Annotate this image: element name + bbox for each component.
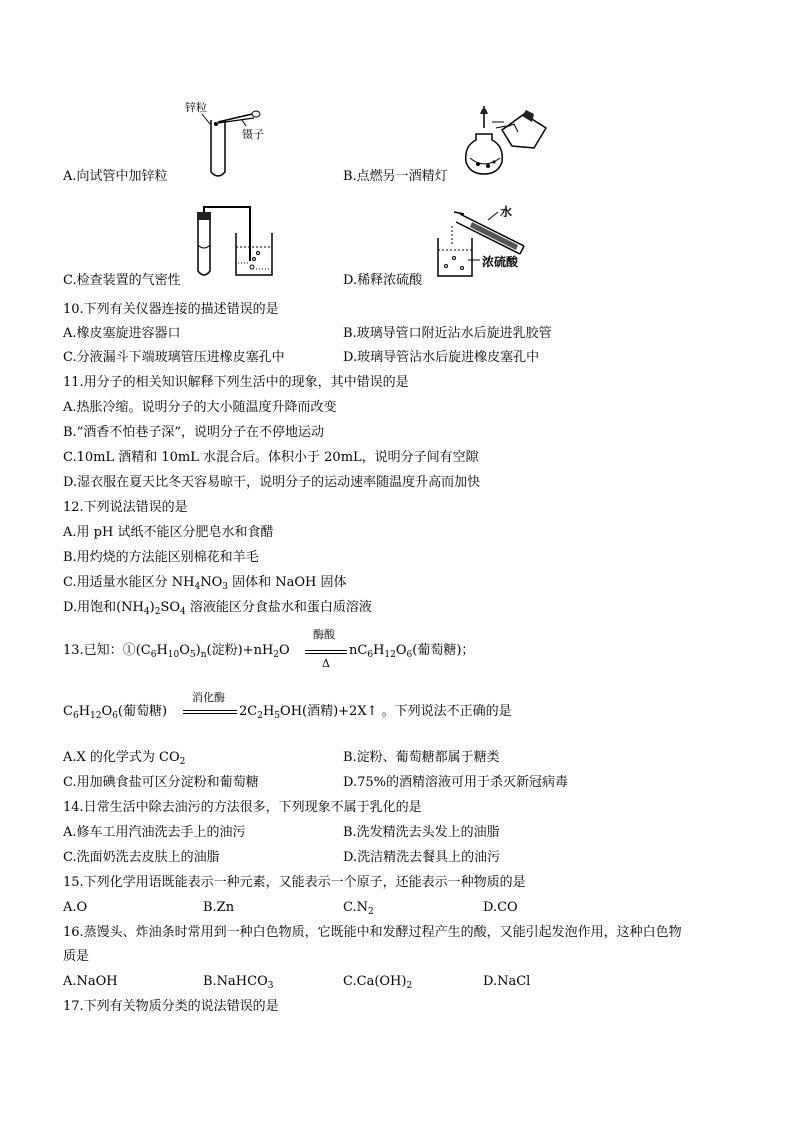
tweezers-label: 镊子 [242, 128, 264, 141]
q11-option-b: B.“酒香不怕巷子深”，说明分子在不停地运动 [63, 425, 324, 440]
option-b-figure: B.点燃另一酒精灯 [343, 169, 448, 184]
q14-option-b: B.洗发精洗去头发上的油脂 [343, 825, 500, 840]
q13-option-d: D.75%的酒精溶液可用于杀灭新冠病毒 [343, 775, 568, 790]
q14-option-d: D.洗洁精洗去餐具上的油污 [343, 850, 501, 865]
q10-option-a: A.橡皮塞旋进容器口 [63, 326, 181, 341]
q10-option-d: D.玻璃导管沾水后旋进橡皮塞孔中 [343, 350, 540, 365]
q17-stem: 17.下列有关物质分类的说法错误的是 [63, 999, 279, 1014]
reaction-arrow-2-top [183, 710, 237, 711]
q13-equation-2-left: $C_6H_{12}O_6$(葡萄糖) [63, 704, 168, 721]
q15-option-b: B.Zn [203, 900, 235, 915]
option-c-figure: C.检查装置的气密性 [63, 273, 181, 288]
q11-option-c: C.10mL 酒精和 10mL 水混合后。体积小于 20mL，说明分子间有空隙 [63, 450, 479, 465]
q15-option-d: D.CO [483, 900, 518, 915]
q12-option-c: C.用适量水能区分 $NH_4NO_3$ 固体和 NaOH 固体 [63, 575, 347, 592]
q16-option-c: $C.Ca(OH)_2$ [343, 974, 413, 991]
option-a-figure: A.向试管中加锌粒 [63, 169, 168, 184]
q13-delta-label: Δ [322, 657, 330, 670]
q10-option-c: C.分液漏斗下端玻璃管压进橡皮塞孔中 [63, 350, 285, 365]
q10-option-b: B.玻璃导管口附近沾水后旋进乳胶管 [343, 326, 552, 341]
q14-option-a: A.修车工用汽油洗去手上的油污 [63, 825, 246, 840]
q13-option-c: C.用加碘食盐可区分淀粉和葡萄糖 [63, 775, 259, 790]
q14-stem: 14.日常生活中除去油污的方法很多，下列现象不属于乳化的是 [63, 800, 422, 815]
q13-enzyme-2-label: 消化酶 [192, 691, 225, 704]
alcohol-lamp-figure [462, 100, 552, 182]
q13-option-b: B.淀粉、葡萄糖都属于糖类 [343, 750, 500, 765]
q15-stem: 15.下列化学用语既能表示一种元素，又能表示一个原子，还能表示一种物质的是 [63, 875, 526, 890]
dilute-acid-figure [432, 200, 552, 282]
q11-option-a: A.热胀冷缩。说明分子的大小随温度升降而改变 [63, 400, 337, 415]
q16-stem-line-1: 16.蒸馒头、炸油条时常用到一种白色物质，它既能中和发酵过程产生的酸，又能引起发泡作用，这种白色物 [63, 925, 682, 940]
q13-equation-1-right: $nC_6H_{12}O_6$(葡萄糖)； [349, 643, 475, 660]
q13-enzyme-1-label: 酶酸 [313, 628, 335, 641]
q12-option-a: A.用 pH 试纸不能区分肥皂水和食醋 [63, 525, 274, 540]
q11-stem: 11.用分子的相关知识解释下列生活中的现象，其中错误的是 [63, 375, 409, 390]
q13-equation-1-left: 13.已知：$①(C_6H_{10}O_5)_n$(淀粉)$+nH_2O$ [63, 643, 290, 660]
airtightness-check-figure [192, 205, 282, 280]
q13-equation-2-right: $2C_2H_5OH$(酒精)+2X↑ 。下列说法不正确的是 [239, 704, 512, 721]
q10-stem: 10.下列有关仪器连接的描述错误的是 [63, 302, 279, 317]
q14-option-c: C.洗面奶洗去皮肤上的油脂 [63, 850, 220, 865]
q12-option-d: D.用饱和$(NH_4)_2SO_4$ 溶液能区分食盐水和蛋白质溶液 [63, 600, 372, 617]
q12-option-b: B.用灼烧的方法能区别棉花和羊毛 [63, 550, 259, 565]
reaction-arrow-1-top [305, 650, 347, 651]
q11-option-d: D.湿衣服在夏天比冬天容易晾干，说明分子的运动速率随温度升高而加快 [63, 475, 481, 490]
q13-option-a: A.X 的化学式为 $CO_2$ [63, 750, 186, 767]
water-label: 水 [500, 205, 513, 219]
q16-option-b: B.NaHCO$_3$ [203, 974, 274, 991]
q12-stem: 12.下列说法错误的是 [63, 500, 188, 515]
conc-acid-label: 浓硫酸 [482, 255, 519, 269]
q16-option-d: D.NaCl [483, 974, 531, 989]
reaction-arrow-2-bottom [183, 713, 237, 714]
option-d-figure: D.稀释浓硫酸 [343, 273, 423, 288]
reaction-arrow-1-bottom [305, 653, 347, 654]
q16-stem-line-2: 质是 [63, 949, 90, 964]
zinc-label: 锌粒 [185, 101, 207, 114]
q15-option-a: A.O [63, 900, 88, 915]
q16-option-a: A.NaOH [63, 974, 118, 989]
zinc-test-tube-figure [180, 98, 280, 180]
q15-option-c: $C.N_2$ [343, 900, 374, 917]
